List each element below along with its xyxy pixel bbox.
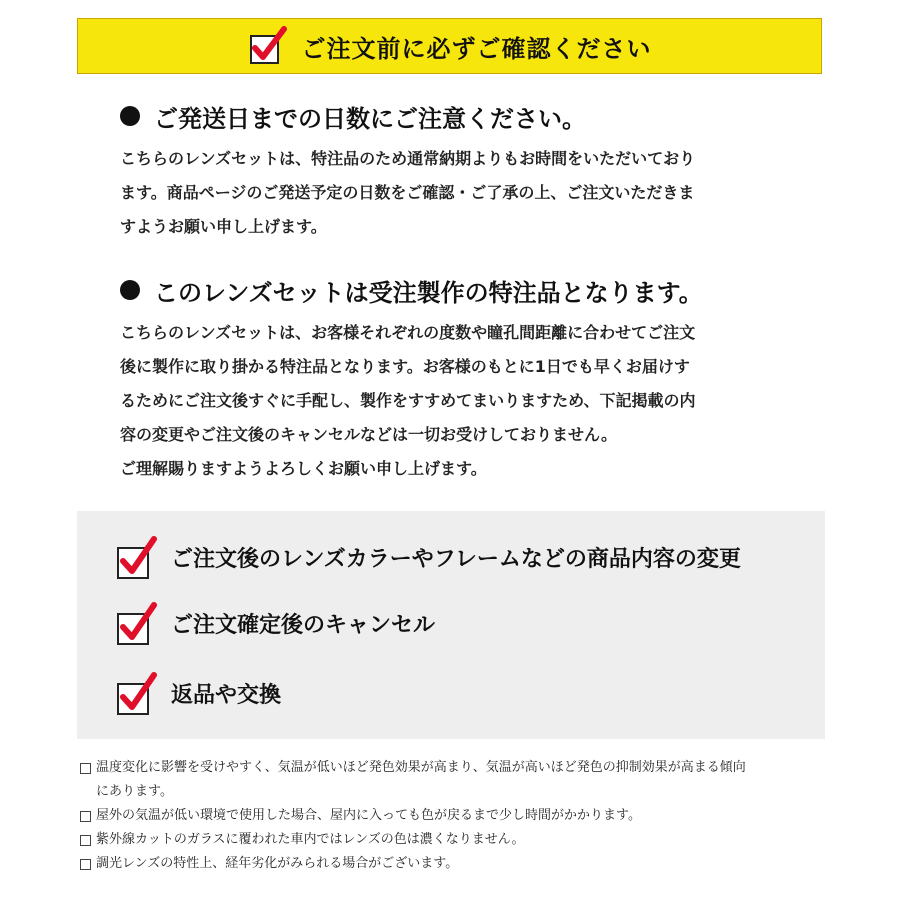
footnote-item: 調光レンズの特性上、経年劣化がみられる場合がございます。 bbox=[80, 852, 840, 876]
footnote-item: 温度変化に影響を受けやすく、気温が低いほど発色効果が高まり、気温が高いほど発色の抑制効果が高まる傾向 bbox=[80, 756, 840, 780]
footnote-continuation: にあります。 bbox=[96, 784, 173, 799]
body-line: ます。商品ページのご発送予定の日数をご確認・ご了承の上、ご注文いただきま bbox=[120, 183, 695, 202]
restriction-label: 返品や交換 bbox=[171, 682, 282, 708]
section-heading: ご発送日までの日数にご注意ください。 bbox=[154, 104, 586, 133]
body-line: こちらのレンズセットは、お客様それぞれの度数や瞳孔間距離に合わせてご注文 bbox=[120, 323, 696, 342]
restrictions-box bbox=[77, 511, 825, 739]
section-body bbox=[120, 142, 790, 244]
banner-title: ご注文前に必ずご確認ください bbox=[301, 34, 652, 63]
empty-box-icon bbox=[80, 859, 91, 870]
restriction-label: ご注文後のレンズカラーやフレームなどの商品内容の変更 bbox=[171, 546, 741, 572]
footnote-item: 屋外の気温が低い環境で使用した場合、屋内に入っても色が戻るまで少し時間がかかります。 bbox=[80, 804, 840, 828]
body-line: すようお願い申し上げます。 bbox=[120, 217, 327, 236]
body-line: 後に製作に取り掛かる特注品となります。お客様のもとに1日でも早くお届けす bbox=[120, 357, 690, 376]
section-heading: このレンズセットは受注製作の特注品となります。 bbox=[154, 278, 703, 307]
checkbox-checked-icon bbox=[115, 671, 157, 715]
section-shipping-days bbox=[120, 98, 790, 244]
empty-box-icon bbox=[80, 811, 91, 822]
empty-box-icon bbox=[80, 763, 91, 774]
section-custom-order bbox=[120, 272, 790, 486]
restriction-item bbox=[115, 535, 741, 579]
checkbox-checked-icon bbox=[115, 601, 157, 645]
restriction-item bbox=[115, 601, 435, 645]
footnote-item: 紫外線カットのガラスに覆われた車内ではレンズの色は濃くなりません。 bbox=[80, 828, 840, 852]
checkbox-checked-icon bbox=[115, 535, 157, 579]
body-line: るためにご注文後すぐに手配し、製作をすすめてまいりますため、下記掲載の内 bbox=[120, 391, 696, 410]
body-line: こちらのレンズセットは、特注品のため通常納期よりもお時間をいただいており bbox=[120, 149, 696, 168]
notice-banner bbox=[77, 18, 822, 74]
empty-box-icon bbox=[80, 835, 91, 846]
restriction-label: ご注文確定後のキャンセル bbox=[171, 612, 436, 638]
section-body bbox=[120, 316, 790, 486]
footnotes bbox=[80, 756, 840, 876]
body-line: ご理解賜りますようよろしくお願い申し上げます。 bbox=[120, 459, 487, 478]
bullet-icon bbox=[120, 106, 140, 126]
restriction-item bbox=[115, 671, 281, 715]
body-line: 容の変更やご注文後のキャンセルなどは一切お受けしておりません。 bbox=[120, 425, 617, 444]
bullet-icon bbox=[120, 280, 140, 300]
checkbox-checked-icon bbox=[248, 26, 288, 66]
